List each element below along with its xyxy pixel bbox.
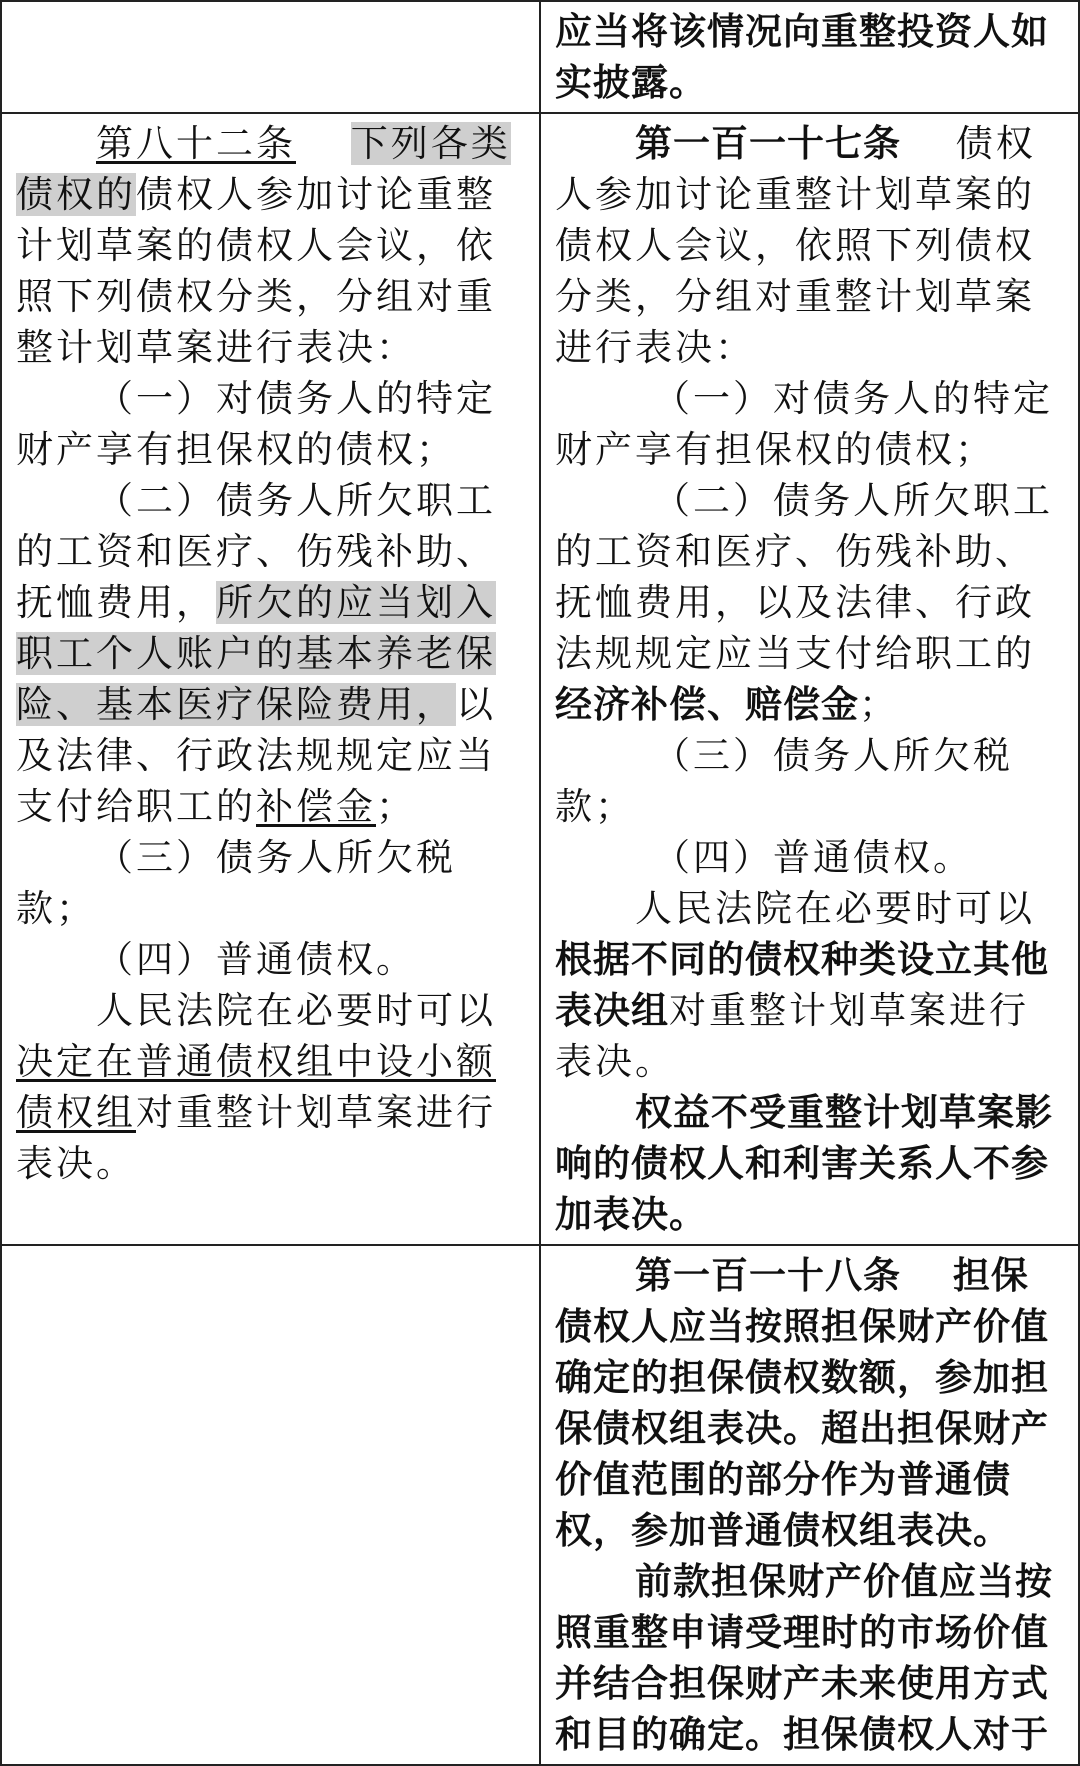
item-4: （四）普通债权。 [96,938,416,981]
court-text: 人民法院在必要时可以 [96,989,496,1032]
paragraph-continued: 应当将该情况向重整投资人如实披露。 [554,10,1049,104]
new-law-cell [540,1245,1079,1765]
article-text: 债权人参加讨论重整计划草案的债权人会议，依照下列债权分类，分组对重整计划草案进行表决： [554,122,1036,369]
article-82-paragraph [16,118,525,373]
article-117-heading: 第一百一十七条 [634,122,901,165]
excluded-parties-paragraph: 权益不受重整计划草案影响的债权人和利害关系人不参加表决。 [554,1091,1053,1236]
item-3: （三）债务人所欠税款； [16,836,456,930]
underlined-text: 决定在普通债权组中设小额债权组 [16,1040,496,1134]
court-text: 对重整计划草案进行表决。 [554,989,1029,1083]
item-2-text: （二）债务人所欠职工的工资和医疗、伤残补助、抚恤费用， [16,479,496,624]
valuation-paragraph: 前款担保财产价值应当按照重整申请受理时的市场价值并结合担保财产未来使用方式和目的确定。担保债权人对于 [554,1560,1053,1756]
highlighted-text: 下列各类债权的 [16,122,511,216]
bold-text: 根据不同的债权种类设立其他表决组 [554,938,1049,1032]
item-2-text: （二）债务人所欠职工的工资和医疗、伤残补助、抚恤费用，以及法律、行政法规规定应当支付给职工的 [554,479,1053,675]
item-2 [16,475,525,832]
item-2-text: ； [376,785,416,828]
highlighted-text: 所欠的应当划入职工个人账户的基本养老保险、基本医疗保险费用， [16,581,496,726]
article-text: 担保债权人应当按照担保财产价值确定的担保债权数额，参加担保债权组表决。超出担保财产价值范围的部分作为普通债权，参加普通债权组表决。 [554,1254,1049,1552]
table-row [1,1,1079,113]
new-law-cell [540,113,1079,1245]
underlined-text: 补偿金 [256,785,376,828]
court-paragraph [16,985,525,1189]
item-1: （一）对债务人的特定财产享有担保权的债权； [554,377,1053,471]
bold-text: 经济补偿、赔偿金 [554,683,859,726]
new-law-cell [540,1,1079,113]
article-118-heading: 第一百一十八条 [634,1254,901,1297]
item-3: （三）债务人所欠税款； [554,734,1013,828]
article-text: 债权人参加讨论重整计划草案的债权人会议，依照下列债权分类，分组对重整计划草案进行表决： [16,173,496,369]
old-law-cell [1,1,540,113]
item-4: （四）普通债权。 [652,836,973,879]
item-2-text: ； [858,683,899,726]
item-1: （一）对债务人的特定财产享有担保权的债权； [16,377,496,471]
court-text: 对重整计划草案进行表决。 [16,1091,496,1185]
old-law-cell [1,113,540,1245]
court-paragraph [555,883,1064,1087]
article-82-heading: 第八十二条 [96,122,296,165]
article-117-paragraph [555,118,1064,373]
court-text: 人民法院在必要时可以 [634,887,1035,930]
item-2-text: 以及法律、行政法规规定应当支付给职工的 [16,683,496,828]
old-law-cell [1,1245,540,1765]
item-2 [555,475,1064,730]
article-118-paragraph [555,1250,1064,1556]
table-row [1,113,1079,1245]
table-row [1,1245,1079,1765]
